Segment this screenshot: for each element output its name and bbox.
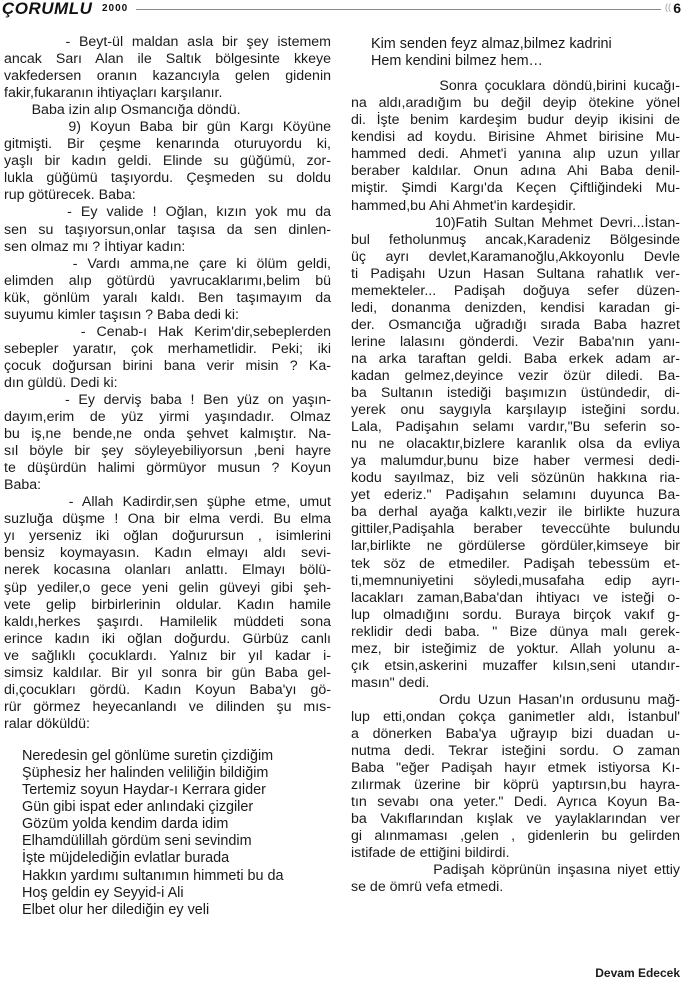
text-line: ba Sultanın istediği başımızın üstündedir, di- [351,385,680,402]
text-line: gi alınmaması ,gelen , gidenlerin bu gelirden [351,828,680,845]
text-line: istifade de ettiğini bildirdi. [351,845,510,862]
poem-block [4,748,331,919]
text-line: bul fetholunmuş ancak,Karadeniz Bölgesinde [351,231,680,248]
text-line: der. Osmancığa uğradığı sırada Baba hazret [351,316,680,333]
text-line: Lala, Padişahın selamı vardır,"Bu seferin so- [351,419,680,436]
text-line: sen su taşıyorsun,onlar taşısa da sen dinlen- [4,221,331,238]
poem-line: Elhamdülillah gördüm seni sevindim [22,833,252,850]
text-line: na arka taraftan geldi. Baba erkek adam ar- [351,350,680,367]
text-line: sıl böyle bir şey söyleyebiliyorsun ,beni hayre [4,443,331,460]
text-line: - Beyt-ül maldan asla bir şey istemem [4,34,331,50]
text-line: Sonra çocuklara döndü,birini kucağı- [351,78,680,95]
text-line: mez, bir isteğimiz de yoktur. Allah yolunu a- [351,640,680,657]
text-line: vete gelip birbirlerinin oldular. Kadın hamile [4,596,331,613]
text-line: miştir. Şimdi Kargı'da Keçen Çiftliğindeki Mu- [351,180,680,197]
text-line: tın sevabı ona yeter." Dedi. Ayrıca Koyun Ba- [351,794,680,811]
text-line: ledi, donanma denizden, kendisi karadan gi- [351,299,680,316]
text-line: hammed dedi. Ahmet'i yanına alıp uzun yıllar [351,146,680,163]
text-line: nutma dedi. Tekrar isteğini sordu. O zaman [351,743,680,760]
text-line: ba derhal ayağa kalktı,vezir ile birlikte huzura [351,504,680,521]
text-line: ti Padişahı Uzun Hasan Sultana rahatlık ver- [351,265,680,282]
magazine-title: ÇORUMLU [2,0,93,18]
text-line: fakir,fukaranın ihtiyaçları karşılanır. [4,85,223,102]
text-line: kadan gelmez,deyince vezir özür diledi. Ba- [351,367,680,384]
text-line: memekteler... Padişah doğuya sefer düzen- [351,282,680,299]
text-line: kendisi ad koydu. Birisine Ahmet birisine Mu- [351,129,680,146]
text-line: dayım,erim de yüz yirmi yaşındadır. Olmaz [4,409,331,426]
text-line: kaldı,herkes şaşırdı. Hamilelik müddeti sona [4,613,331,630]
text-line: Ordu Uzun Hasan'ın ordusunu mağ- [351,691,680,708]
page-number: 6 [673,0,681,16]
text-line: erince kadın iki oğlan doğurdu. Gürbüz canlı [4,630,331,647]
text-line: çocuk doğursan birini bana verir misin ? Ka- [4,357,331,374]
text-line: zılırmak üzerine bir köprü yaptırsın,bu hayra- [351,777,680,794]
text-line: di. İşte benim kardeşim budur deyip ikisini de [351,112,680,129]
issue-year: 2000 [102,3,129,14]
text-line: tek söz de etmediler. Padişah tebessüm et- [351,555,680,572]
text-line: üç ayrı devlet,Karamanoğlu,Akkoyonlu Devle [351,248,680,265]
text-line: beraber kaldılar. Onun adına Ahi Baba denil- [351,163,680,180]
verse-block [351,36,680,70]
page-header [0,0,683,20]
text-line: 10)Fatih Sultan Mehmet Devri...İstan- [351,214,680,231]
text-line: sen olmaz mı ? İhtiyar kadın: [4,238,186,255]
text-line: rür görmez heyecanlandı ve dilinden şu mıs- [4,698,331,715]
text-line: - Allah Kadirdir,sen şüphe etme, umut [4,494,331,511]
header-rule [136,9,661,10]
verse-line: Kim senden feyz almaz,bilmez kadrini [371,36,612,52]
text-line: te düşürdün halimi görmüyor musun ? Koyun [4,460,331,477]
text-line: - Vardı amma,ne çare ki ölüm geldi, [4,255,331,272]
text-line: bensiz koymayasın. Kadın elmayı aldı sevi- [4,545,331,562]
text-line: lukla güğümü taşıyordu. Çeşmeden su doldu [4,170,331,187]
text-line: elimden alıp götürdü yavrucaklarımı,belim bü [4,272,331,289]
text-line: nu ne olacaktır,bizlere karanlık olsa da evliya [351,436,680,453]
text-line: suyumu kimler taşısın ? Baba dedi ki: [4,306,239,323]
text-line: kodu sayılmaz, biz veli sözünün hakkına ria- [351,470,680,487]
text-line: ve sağlıklı çocuklardı. Yalnız bir yıl kadar i- [4,647,331,664]
continued-label: Devam Edecek [595,966,680,980]
text-line: ba Vakıflarından kışlak ve yaylaklarından ver [351,811,680,828]
page-ornament-icon: (( [665,2,671,12]
text-line: Baba: [4,477,42,494]
text-line: di,çocukları gördü. Kadın Koyun Baba'yı gö- [4,681,331,698]
text-line: yı yerseniz iki oğlan doğurursun , isimlerini [4,528,331,545]
text-line: bu iş,ne bende,ne onda şehvet kalmıştır. Na- [4,426,331,443]
text-line: suzluğa düşme ! Ona bir elma verdi. Bu elma [4,511,331,528]
text-line: lerine lalasını gönderdi. Vezir Baba'nın yanı- [351,333,680,350]
text-line: dın güldü. Dedi ki: [4,374,118,391]
text-line: kük, gönlüm yaralı kaldı. Ben taşımayım da [4,289,331,306]
text-line: Baba izin alıp Osmancığa döndü. [4,102,241,119]
text-line: lup etti,ondan çokça ganimetler aldı, İstanbul' [351,708,680,725]
left-column-text [4,34,331,733]
text-line: ralar döküldü: [4,715,90,732]
poem-line: İşte müjdelediğin evlatlar burada [22,850,230,867]
text-line: lacakları zaman,Baba'dan ihtiyacı ve isteği o- [351,589,680,606]
text-line: çık etsin,askerini muzaffer kılsın,seni utandır- [351,657,680,674]
text-line: - Ey derviş baba ! Ben yüz on yaşın- [4,391,331,408]
text-line: rup götürecek. Baba: [4,187,136,204]
text-line: masın" dedi. [351,674,430,691]
text-line: lar,birlikte ne gördülerse gördüler,kimseye bir [351,538,680,555]
text-line: vakfedersen oranın kazancıyla gelen gidenin [4,68,331,85]
left-column [4,34,331,919]
poem-line: Şüphesiz her halinden veliliğin bildiğim [22,765,269,782]
text-line: simsiz kaldılar. Bir yıl sonra bir gün Baba gel- [4,664,331,681]
poem-line: Gözüm yolda kendim darda idim [22,816,229,833]
text-line: - Cenab-ı Hak Kerim'dir,sebeplerden [4,323,331,340]
right-column-text [351,78,680,896]
text-line: a dönerken Baba'ya uğrayıp bizi duadan u- [351,725,680,742]
text-line: şüp yediler,o gece yeni gelin güveyi gibi şeh- [4,579,331,596]
text-line: Baba "eğer Padişah hayır etmek istiyorsa Kı- [351,760,680,777]
text-line: 9) Koyun Baba bir gün Kargı Köyüne [4,119,331,136]
text-line: yerek onu saygıyla karşılayıp isteğini sordu. [351,402,680,419]
text-line: - Ey valide ! Oğlan, kızın yok mu da [4,204,331,221]
text-line: nerek kocasına olanları anlattı. Elmayı bölü- [4,562,331,579]
text-line: ancak Sarı Alan ile Saltık bölgesinte kkeye [4,51,331,68]
text-line: lup olmadığını sordu. Buraya birçok vakıf g- [351,606,680,623]
text-line: sebepler yaratır, çok merhametlidir. Peki; iki [4,340,331,357]
text-line: ya malumdur,bunu bize haber vermesi dedi- [351,453,680,470]
poem-line: Hoş geldin ey Seyyid-i Ali [22,884,184,901]
poem-line: Elbet olur her dilediğin ey veli [22,901,210,918]
right-column [351,36,680,896]
text-line: reklidir dedi baba. " Bize dünya malı gerek- [351,623,680,640]
verse-line: Hem kendini bilmez hem… [371,53,543,70]
poem-line: Gün gibi ispat eder anlındaki çizgiler [22,799,254,816]
text-line: gitmişti. Bir çeşme kenarında oturuyordu ki, [4,136,331,153]
text-line: ti,memnuniyetini söyledi,musafaha edip ayrı- [351,572,680,589]
text-line: gittiler,Padişahla beraber teveccühte bulundu [351,521,680,538]
text-line: se de ömrü vefa etmedi. [351,879,504,896]
text-line: hammed,bu Ahi Ahmet'in kardeşidir. [351,197,577,214]
text-line: Padişah köprünün inşasına niyet ettiy [351,862,680,879]
text-line: na aldı,aradığım bu değil deyip ötekine yönel [351,95,680,112]
poem-line: Tertemiz soyun Haydar-ı Kerrara gider [22,782,266,799]
text-line: yet ederiz." Padişahın selamını duyunca Ba- [351,487,680,504]
poem-line: Hakkın yardımı sultanımın himmeti bu da [22,867,284,884]
poem-line: Neredesin gel gönlüme suretin çizdiğim [22,747,274,764]
text-line: yaşlı bir kadın geldi. Elinde su güğümü, zor- [4,153,331,170]
